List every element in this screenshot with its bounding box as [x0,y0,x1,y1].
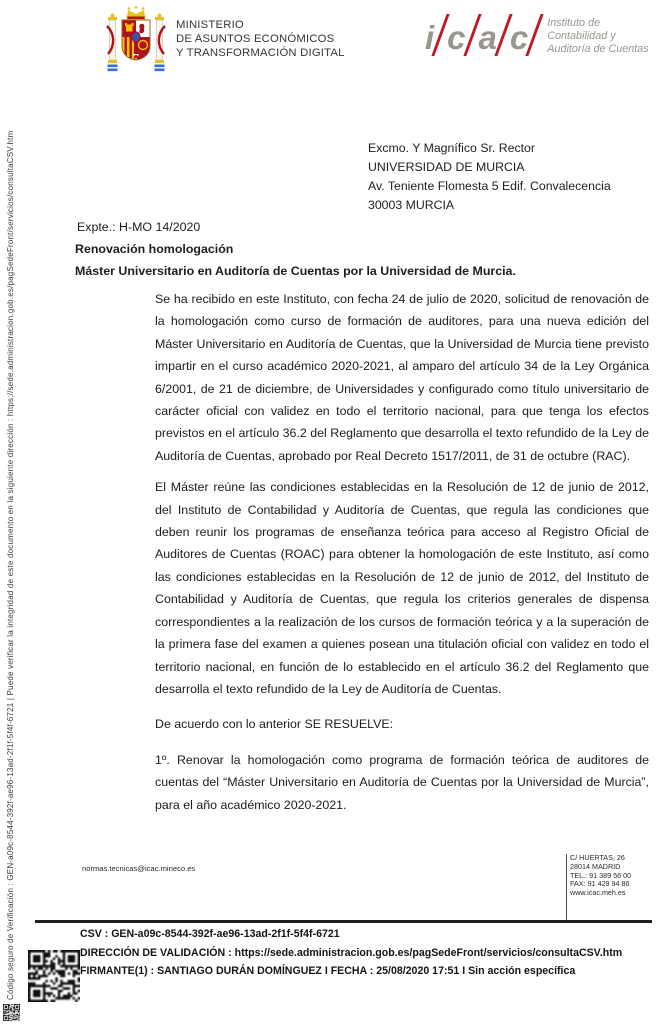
spain-coat-of-arms-icon [104,4,168,80]
icac-letter: a [478,19,497,56]
signer-line: FIRMANTE(1) : SANTIAGO DURÁN DOMÍNGUEZ I FECHA : 25/08/2020 17:51 I Sin acción específica [80,965,576,978]
recipient-line-2: UNIVERSIDAD DE MURCIA [368,160,525,174]
subject-heading-1: Renovación homologación [75,242,234,256]
contact-email: normas.tecnicas@icac.mineco.es [82,864,196,873]
body-paragraph: El Máster reúne las condiciones establecidas en la Resolución de 12 de junio de 2012, del Instituto de Contabilidad y Auditoría de Cuentas, que regula las condiciones que deben reunir los programas de enseñanza teórica para acceso al Registro Oficial de Auditores de Cuentas (ROAC) para obtener la homologación de este Instituto, así como las condiciones establecidas en la Resolución de 12 de junio de 2012, del Instituto de Contabilidad y Auditoría de Cuentas, que regula los criterios generales de dispensa correspondientes a la realización de los cursos de formación teórica y a la superación de la primera fase del examen a quienes posean una titulación oficial con validez en todo el territorio nacional, en función de lo establecido en el artículo 36.2 del Reglamento que desarrolla el texto refundido de la Ley de Auditoría de Cuentas. [155,480,649,696]
validation-url-line: DIRECCIÓN DE VALIDACIÓN : https://sede.administracion.gob.es/pagSedeFront/servicios/consultaCSV.htm [80,946,623,959]
footer-divider [35,920,652,923]
icac-wordmark [424,10,540,58]
csv-verification-sidebar-text: Código seguro de Verificación : GEN-a09c-8544-392f-ae96-13ad-2f1f-5f4f-6721 | Puede verificar la integridad de este documento en la siguiente dirección : https://sede.administracion.gob.es/pagSedeFront/servicios/consultaCSV.htm [6,130,15,1000]
body-paragraph: De acuerdo con lo anterior SE RESUELVE: [155,717,394,732]
body-paragraph: 1º. Renovar la homologación como programa de formación teórica de auditores de cuentas del “Máster Universitario en Auditoría de Cuentas por la Universidad de Murcia”, para el año académico 2020-2021. [155,752,649,812]
office-fax-line: FAX: 91 429 94 86 [570,879,630,889]
signature-validation-block [80,925,652,981]
office-phone-line: TEL.: 91 389 56 00 [570,870,632,880]
file-reference: Expte.: H-MO 14/2020 [77,220,201,234]
icac-letter: c [509,19,529,56]
ministry-line-3: Y TRANSFORMACIÓN DIGITAL [176,46,345,59]
office-address-block [566,854,631,922]
recipient-line-4: 30003 MURCIA [368,198,455,212]
recipient-address-block [368,139,611,215]
csv-code-line: CSV : GEN-a09c-8544-392f-ae96-13ad-2f1f-5f4f-6721 [80,928,340,940]
recipient-line-1: Excmo. Y Magnífico Sr. Rector [368,141,535,155]
recipient-line-3: Av. Teniente Flomesta 5 Edif. Convalecencia [368,179,611,193]
qr-code [28,950,80,1002]
icac-name-line-1: Instituto de Contabilidad y [547,16,616,42]
ministry-line-1: MINISTERIO [176,19,244,31]
icac-letter: c [447,19,466,56]
qr-code-mini-icon [3,1004,20,1021]
subject-heading-2: Máster Universitario en Auditoría de Cuentas por la Universidad de Murcia. [75,264,516,278]
icac-letter: i [425,19,435,56]
icac-full-name [547,13,657,56]
ministry-name-block [176,19,345,60]
ministry-line-2: DE ASUNTOS ECONÓMICOS [176,32,335,45]
office-website-line: www.icac.meh.es [570,888,626,898]
icac-logo [424,10,657,58]
office-address-line: 28014 MADRID [570,861,621,871]
office-address-line: C/ HUERTAS, 26 [570,853,625,862]
icac-name-line-2: Auditoría de Cuentas [547,42,649,55]
body-paragraph: Se ha recibido en este Instituto, con fecha 24 de julio de 2020, solicitud de renovación de la homologación como curso de formación de auditores, para una nueva edición del Máster Universitario en Auditoría de Cuentas, que la Universidad de Murcia tiene previsto impartir en el curso académico 2020-2021, al amparo del artículo 34 de la Ley Orgánica 6/2001, de 21 de diciembre, de Universidades y configurado como título universitario de carácter oficial con validez en todo el territorio nacional, para que tenga los efectos previstos en el artículo 36.2 del Reglamento que desarrolla el texto refundido de la Ley de Auditoría de Cuentas, aprobado por Real Decreto 1517/2011, de 31 de octubre (RAC). [155,292,649,463]
letter-body [155,288,649,825]
